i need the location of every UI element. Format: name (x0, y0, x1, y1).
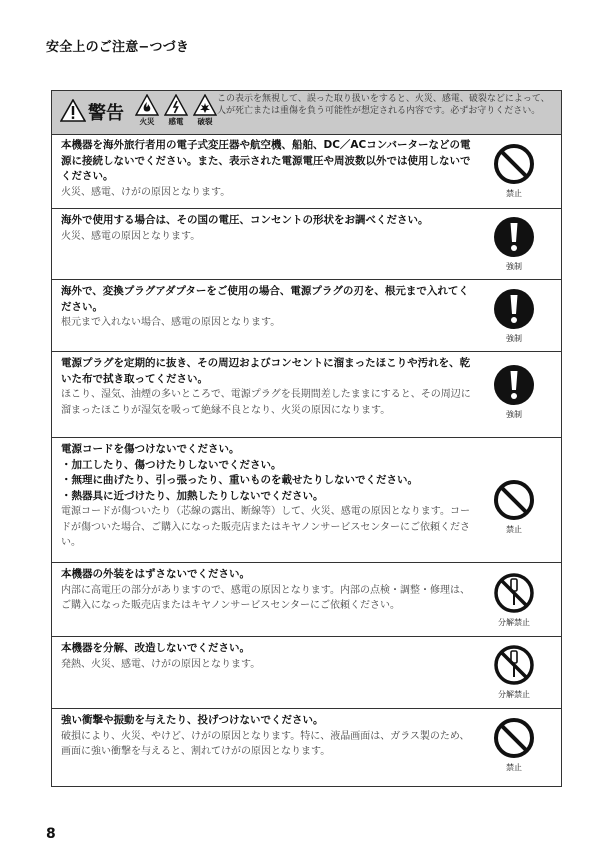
warning-row (52, 709, 561, 786)
icon-label: 禁止 (506, 763, 522, 772)
no-disassembly-icon (492, 571, 536, 615)
row-title: 電源プラグを定期的に抜き、その周辺およびコンセントに溜まったほこりや汚れを、乾いた布で拭き取ってください。 (61, 357, 471, 385)
icon-label: 分解禁止 (498, 618, 530, 627)
row-title: 本機器を海外旅行者用の電子式変圧器や航空機、船舶、DC／ACコンバーターなどの電源に接続しないでください。また、表示された電源電圧や周波数以外では使用しないでください。 (61, 139, 471, 182)
row-description: 破損により、火災、やけど、けがの原因となります。特に、液晶画面は、ガラス製のため、画面に強い衝撃を与えると、割れてけがの原因となります。 (61, 730, 470, 757)
burst-symbol (190, 94, 220, 127)
fire-label: 火災 (139, 117, 155, 126)
icon-label: 禁止 (506, 525, 522, 534)
row-description: 電源コードが傷ついたり（芯線の露出、断線等）して、火災、感電の原因となります。コードが傷ついた場合、ご購入になった販売店またはキヤノンサービスセンターにご依頼ください。 (61, 506, 470, 548)
warning-row (52, 134, 561, 209)
warning-row (52, 209, 561, 280)
row-subitem: ・加工したり、傷つけたりしないでください。 (61, 458, 282, 471)
icon-label: 分解禁止 (498, 690, 530, 699)
icon-label: 禁止 (506, 189, 522, 198)
icon-label: 強制 (506, 334, 522, 343)
prohibited-symbol (484, 142, 544, 199)
burst-label: 破裂 (197, 117, 213, 126)
shock-symbol (161, 94, 191, 127)
fire-symbol (132, 94, 162, 127)
warning-row (52, 438, 561, 563)
mandatory-icon (492, 363, 536, 407)
page-number: 8 (46, 826, 56, 842)
no-disassembly-symbol (484, 571, 544, 628)
warning-table (51, 90, 562, 787)
warning-description: この表示を無視して、誤った取り扱いをすると、火災、感電、破裂などによって、人が死亡または重傷を負う可能性が想定される内容です。必ずお守りください。 (217, 94, 550, 116)
prohibited-icon (492, 478, 536, 522)
row-description: 火災、感電、けがの原因となります。 (61, 186, 231, 198)
mandatory-icon (492, 215, 536, 259)
icon-label: 強制 (506, 410, 522, 419)
page-title: 安全上のご注意−つづき (46, 40, 190, 55)
row-title: 強い衝撃や振動を与えたり、投げつけないでください。 (61, 714, 324, 726)
mandatory-symbol (484, 363, 544, 420)
row-title: 本機器を分解、改造しないでください。 (61, 642, 250, 654)
row-description: 火災、感電の原因となります。 (61, 230, 201, 242)
row-description: ほこり、湿気、油煙の多いところで、電源プラグを長期間差したままにすると、その周辺に溜まったほこりが湿気を吸って絶縁不良となり、火災の原因になります。 (61, 389, 471, 416)
warning-row (52, 280, 561, 352)
mandatory-symbol (484, 215, 544, 272)
shock-label: 感電 (168, 117, 184, 126)
prohibited-icon (492, 716, 536, 760)
warning-triangle-icon (60, 99, 86, 126)
row-description: 根元まで入れない場合、感電の原因となります。 (61, 317, 281, 328)
prohibited-symbol (484, 478, 544, 535)
row-subitem: ・無理に曲げたり、引っ張ったり、重いものを載せたりしないでください。 (61, 474, 418, 486)
fire-icon (135, 94, 159, 116)
prohibited-icon (492, 142, 536, 186)
warning-label: 警告 (88, 103, 124, 124)
row-title: 海外で、変換プラグアダプターをご使用の場合、電源プラグの刃を、根元まで入れてください。 (61, 285, 469, 313)
warning-row (52, 352, 561, 438)
no-disassembly-icon (492, 643, 536, 687)
row-title: 本機器の外装をはずさないでください。 (61, 568, 250, 580)
row-description: 発熱、火災、感電、けがの原因となります。 (61, 658, 261, 670)
no-disassembly-symbol (484, 643, 544, 700)
warning-row (52, 637, 561, 709)
electric-shock-icon (164, 94, 188, 116)
mandatory-symbol (484, 287, 544, 344)
burst-icon (193, 94, 217, 116)
row-title: 電源コードを傷つけないでください。 (61, 443, 240, 455)
warning-row (52, 563, 561, 637)
row-subitem: ・熱器具に近づけたり、加熱したりしないでください。 (61, 489, 324, 502)
mandatory-icon (492, 287, 536, 331)
prohibited-symbol (484, 716, 544, 773)
row-description: 内部に高電圧の部分がありますので、感電の原因となります。内部の点検・調整・修理は、ご購入になった販売店またはキヤノンサービスセンターにご依頼ください。 (61, 584, 470, 611)
warning-header (52, 91, 561, 135)
row-title: 海外で使用する場合は、その国の電圧、コンセントの形状をお調べください。 (61, 214, 429, 226)
icon-label: 強制 (506, 262, 522, 271)
